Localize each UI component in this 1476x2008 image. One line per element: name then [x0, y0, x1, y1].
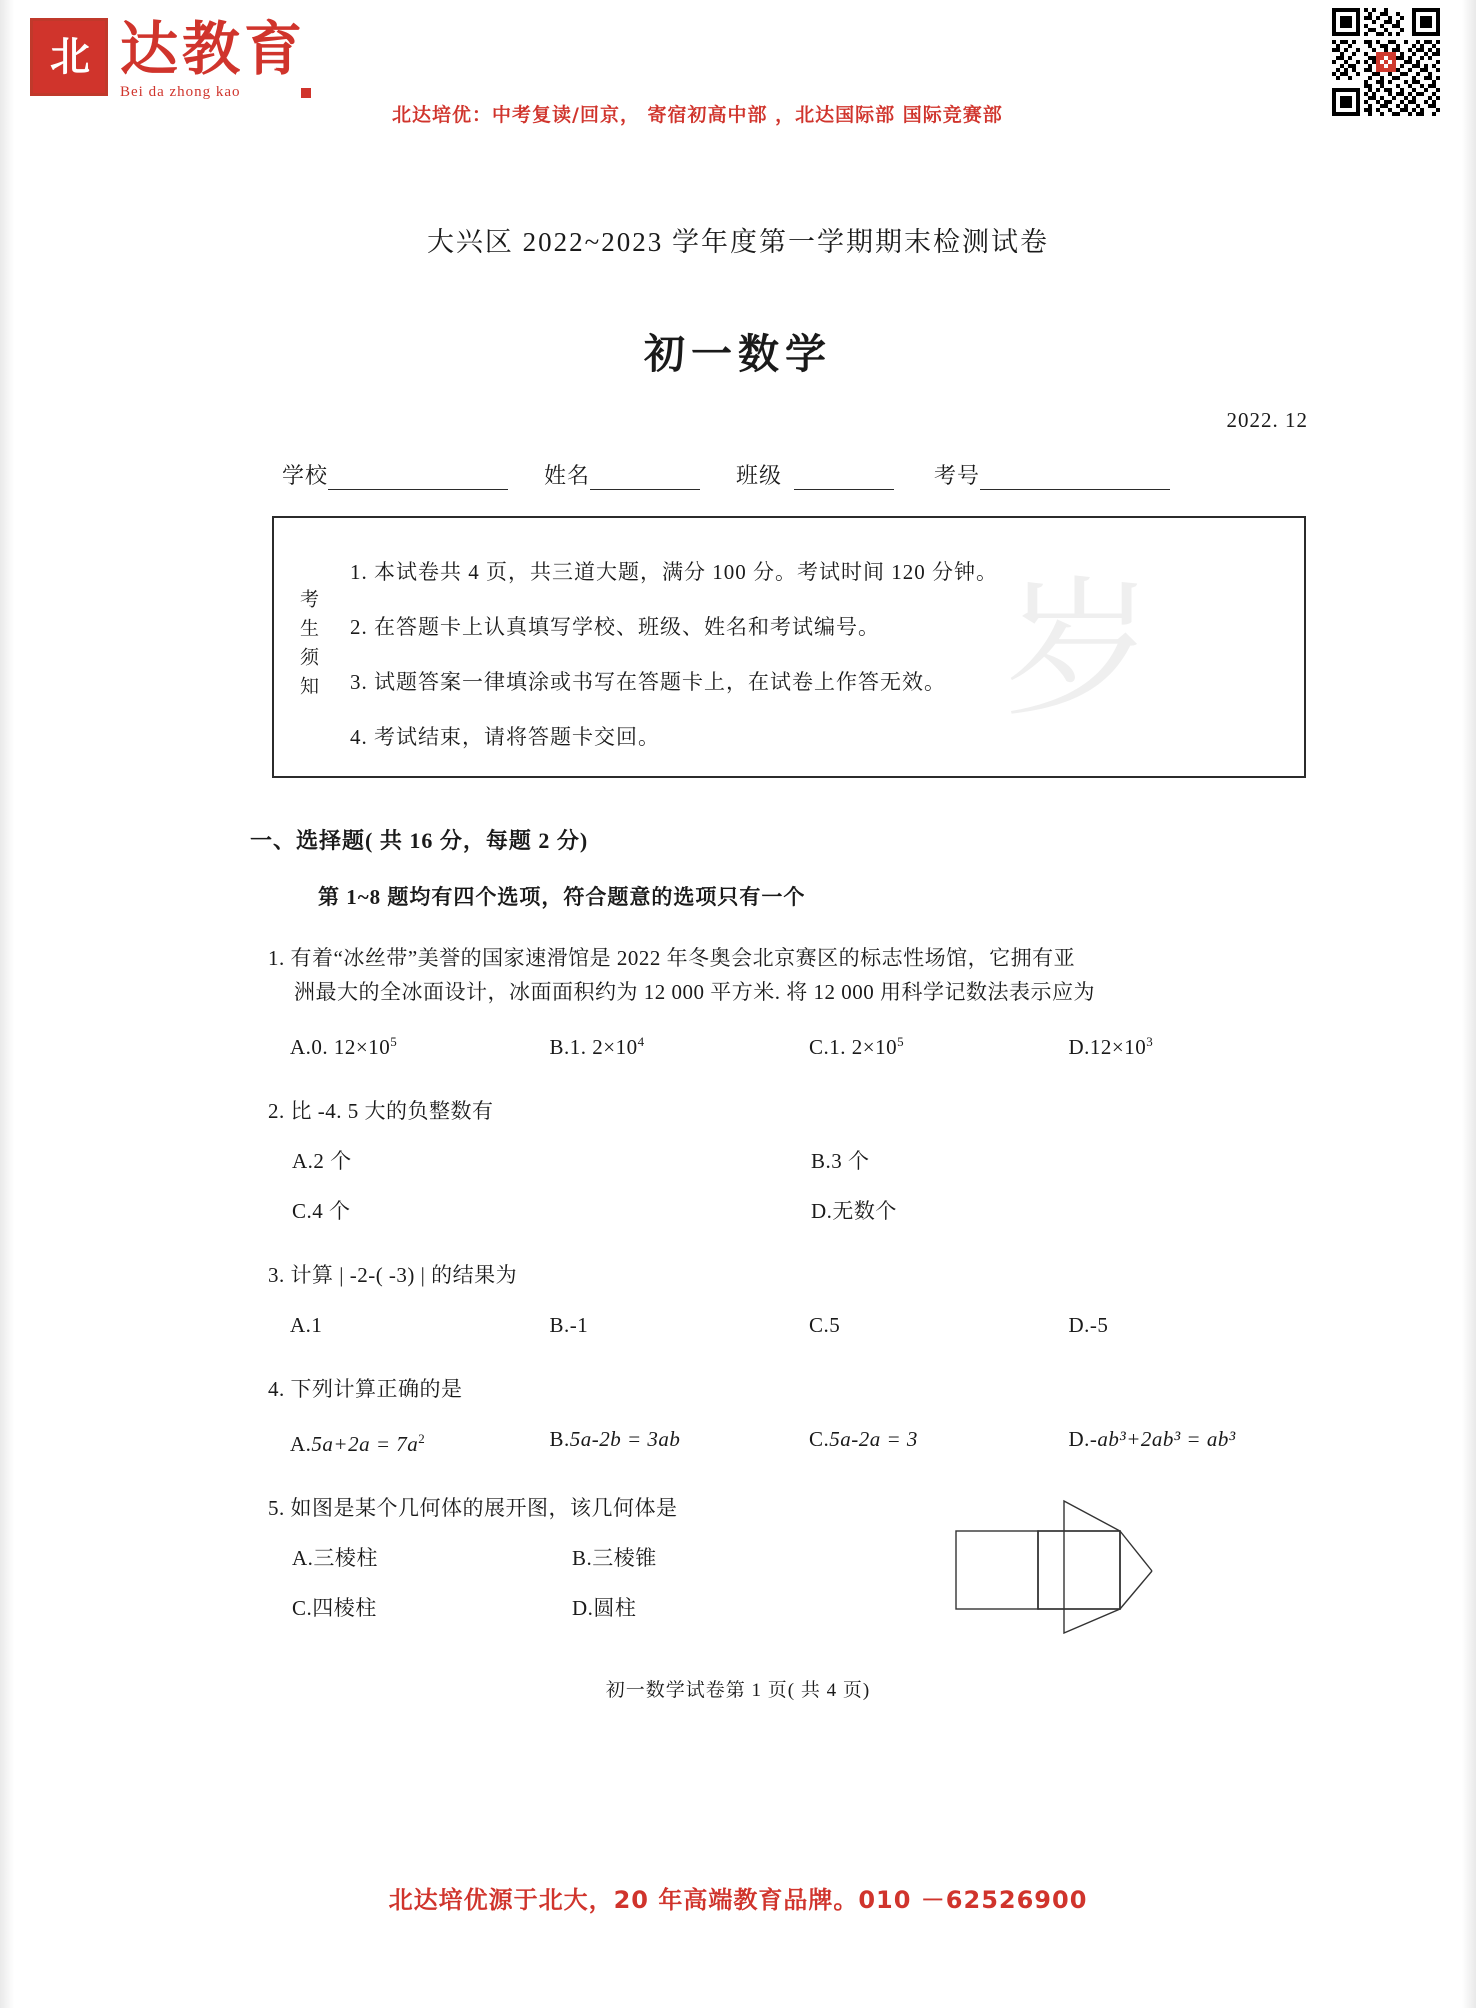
option-d-label: D. [1068, 1427, 1090, 1451]
option-d-text: -5 [1089, 1313, 1109, 1337]
qr-code-icon [1332, 8, 1440, 116]
question-1 [268, 941, 1306, 1064]
option-d[interactable] [787, 1194, 1306, 1228]
question-5-options-row1 [268, 1541, 828, 1575]
question-2-options-row1 [268, 1144, 1306, 1178]
option-a-label: A. [292, 1546, 314, 1570]
geometry-net-figure [946, 1499, 1186, 1634]
option-d-label: D. [1068, 1035, 1090, 1059]
field-school [282, 459, 508, 490]
option-d-text: -ab³+2ab³ = ab³ [1089, 1427, 1236, 1451]
student-id-line [0, 459, 1476, 490]
option-c-label: C. [809, 1035, 830, 1059]
question-5 [268, 1491, 1306, 1631]
header-tagline: 北达培优：中考复读/回京， 寄宿初高中部 ，北达国际部 国际竞赛部 [392, 104, 1003, 126]
option-d[interactable] [1047, 1308, 1307, 1342]
option-d-text: 无数个 [832, 1199, 897, 1223]
option-d-label: D. [811, 1199, 833, 1223]
option-b-text: -1 [569, 1313, 589, 1337]
option-c-label: C. [292, 1596, 313, 1620]
option-c-text: 四棱柱 [312, 1596, 377, 1620]
question-2-text: 比 -4. 5 大的负整数有 [290, 1099, 494, 1123]
exam-paper [0, 140, 1476, 1860]
option-d-text: 圆柱 [593, 1596, 637, 1620]
option-a-text: 0. 12×10 [311, 1035, 391, 1059]
option-b-text: 三棱锥 [592, 1546, 657, 1570]
brand-pinyin-text: Bei da zhong kao [120, 84, 241, 100]
option-a-text: 5a+2a = 7a [311, 1432, 419, 1456]
option-a[interactable] [268, 1308, 528, 1342]
option-b-label: B. [549, 1035, 570, 1059]
brand-logo [30, 15, 311, 101]
option-a-exponent: 5 [390, 1034, 398, 1049]
option-c[interactable] [268, 1591, 548, 1625]
logo-mark-icon: 北 [30, 18, 108, 96]
question-1-options [268, 1025, 1306, 1064]
question-3-stem [268, 1258, 1306, 1292]
question-2-number: 2. [268, 1099, 285, 1123]
option-b-label: B. [549, 1427, 570, 1451]
field-exam-number-input[interactable] [980, 471, 1170, 490]
question-3-text: 计算 | -2-( -3) | 的结果为 [290, 1263, 518, 1287]
option-b[interactable] [548, 1541, 828, 1575]
option-c-text: 5a-2a = 3 [829, 1427, 918, 1451]
notice-box-label [274, 518, 340, 776]
option-d[interactable] [1047, 1025, 1307, 1064]
section-heading: 一、选择题( 共 16 分，每题 2 分) [250, 828, 589, 853]
exam-date: 2022. 12 [1226, 408, 1308, 432]
question-5-options-row2 [268, 1591, 828, 1625]
notice-box-label-text: 考生须知 [297, 589, 318, 705]
question-4-text: 下列计算正确的是 [290, 1377, 463, 1401]
square-icon [301, 88, 311, 98]
option-a-label: A. [290, 1432, 312, 1456]
option-c[interactable] [787, 1308, 1047, 1342]
option-c-text: 1. 2×10 [829, 1035, 898, 1059]
question-2-stem [268, 1094, 1306, 1128]
option-c[interactable] [268, 1194, 787, 1228]
question-1-text-line2: 洲最大的全冰面设计，冰面面积约为 12 000 平方米. 将 12 000 用科学记数法表示应为 [294, 980, 1095, 1004]
option-b-label: B. [549, 1313, 570, 1337]
option-d-label: D. [1068, 1313, 1090, 1337]
option-d-label: D. [572, 1596, 594, 1620]
option-b-label: B. [811, 1149, 832, 1173]
option-c-text: 5 [829, 1313, 841, 1337]
option-b-text: 1. 2×10 [569, 1035, 638, 1059]
question-4 [268, 1372, 1306, 1461]
question-1-stem-line1 [268, 941, 1306, 975]
question-2-options-row2 [268, 1194, 1306, 1228]
notice-box [272, 516, 1306, 778]
field-exam-number [934, 459, 1170, 490]
option-b[interactable] [787, 1144, 1306, 1178]
bottom-banner: 北达培优源于北大，20 年高端教育品牌。010 －62526900 [388, 1886, 1088, 1914]
option-b-text: 3 个 [831, 1149, 870, 1173]
option-a-label: A. [290, 1035, 312, 1059]
page-footer: 初一数学试卷第 1 页( 共 4 页) [605, 1680, 871, 1701]
option-a-text: 三棱柱 [313, 1546, 378, 1570]
brand-logo-text-wrap [120, 15, 311, 101]
field-exam-number-label: 考号 [934, 463, 981, 488]
option-a-text: 2 个 [313, 1149, 352, 1173]
brand-name: 达教育 [120, 15, 307, 83]
option-b[interactable] [528, 1025, 788, 1064]
option-a-label: A. [292, 1149, 314, 1173]
list-item: 3. 试题答案一律填涂或书写在答题卡上，在试卷上作答无效。 [350, 670, 946, 694]
option-c[interactable] [787, 1025, 1047, 1064]
field-school-label: 学校 [282, 463, 329, 488]
question-5-text: 如图是某个几何体的展开图，该几何体是 [290, 1496, 678, 1520]
option-d-exponent: 3 [1146, 1034, 1154, 1049]
option-c[interactable] [787, 1422, 1047, 1461]
list-item: 1. 本试卷共 4 页，共三道大题，满分 100 分。考试时间 120 分钟。 [350, 560, 998, 584]
option-a-exponent: 2 [418, 1431, 426, 1446]
page-header [0, 0, 1476, 140]
option-a[interactable] [268, 1144, 787, 1178]
option-a-label: A. [290, 1313, 312, 1337]
exam-title: 大兴区 2022~2023 学年度第一学期期末检测试卷 [426, 227, 1050, 257]
option-b[interactable] [528, 1308, 788, 1342]
option-a[interactable] [268, 1541, 548, 1575]
option-b-label: B. [572, 1546, 593, 1570]
question-3-options [268, 1308, 1306, 1342]
question-5-number: 5. [268, 1496, 285, 1520]
question-3-number: 3. [268, 1263, 285, 1287]
watermark: 岁 [1003, 563, 1154, 737]
field-name-label: 姓名 [544, 463, 591, 488]
subject-title: 初一数学 [644, 330, 832, 378]
option-a-text: 1 [311, 1313, 323, 1337]
field-class-input[interactable] [794, 471, 894, 490]
option-d[interactable] [1047, 1422, 1307, 1461]
option-b-text: 5a-2b = 3ab [569, 1427, 681, 1451]
option-c-label: C. [809, 1427, 830, 1451]
option-a[interactable] [268, 1422, 528, 1461]
field-school-input[interactable] [328, 471, 508, 490]
field-name [544, 459, 700, 490]
option-b-exponent: 4 [637, 1034, 645, 1049]
question-1-number: 1. [268, 946, 285, 970]
option-d-text: 12×10 [1089, 1035, 1147, 1059]
option-c-text: 4 个 [312, 1199, 351, 1223]
option-c-label: C. [809, 1313, 830, 1337]
option-c-label: C. [292, 1199, 313, 1223]
brand-pinyin [120, 84, 311, 101]
list-item: 4. 考试结束，请将答题卡交回。 [350, 725, 660, 749]
option-a[interactable] [268, 1025, 528, 1064]
option-d[interactable] [548, 1591, 828, 1625]
question-4-number: 4. [268, 1377, 285, 1401]
field-class [736, 459, 894, 490]
section-note: 第 1~8 题均有四个选项，符合题意的选项只有一个 [318, 885, 806, 909]
question-1-text-line1: 有着“冰丝带”美誉的国家速滑馆是 2022 年冬奥会北京赛区的标志性场馆，它拥有亚 [290, 946, 1076, 970]
question-4-stem [268, 1372, 1306, 1406]
field-name-input[interactable] [590, 471, 700, 490]
question-4-options [268, 1422, 1306, 1461]
notice-list [340, 534, 1304, 760]
question-2 [268, 1094, 1306, 1228]
field-class-label: 班级 [736, 463, 783, 488]
option-c-exponent: 5 [897, 1034, 905, 1049]
question-3 [268, 1258, 1306, 1342]
option-b[interactable] [528, 1422, 788, 1461]
list-item: 2. 在答题卡上认真填写学校、班级、姓名和考试编号。 [350, 615, 880, 639]
